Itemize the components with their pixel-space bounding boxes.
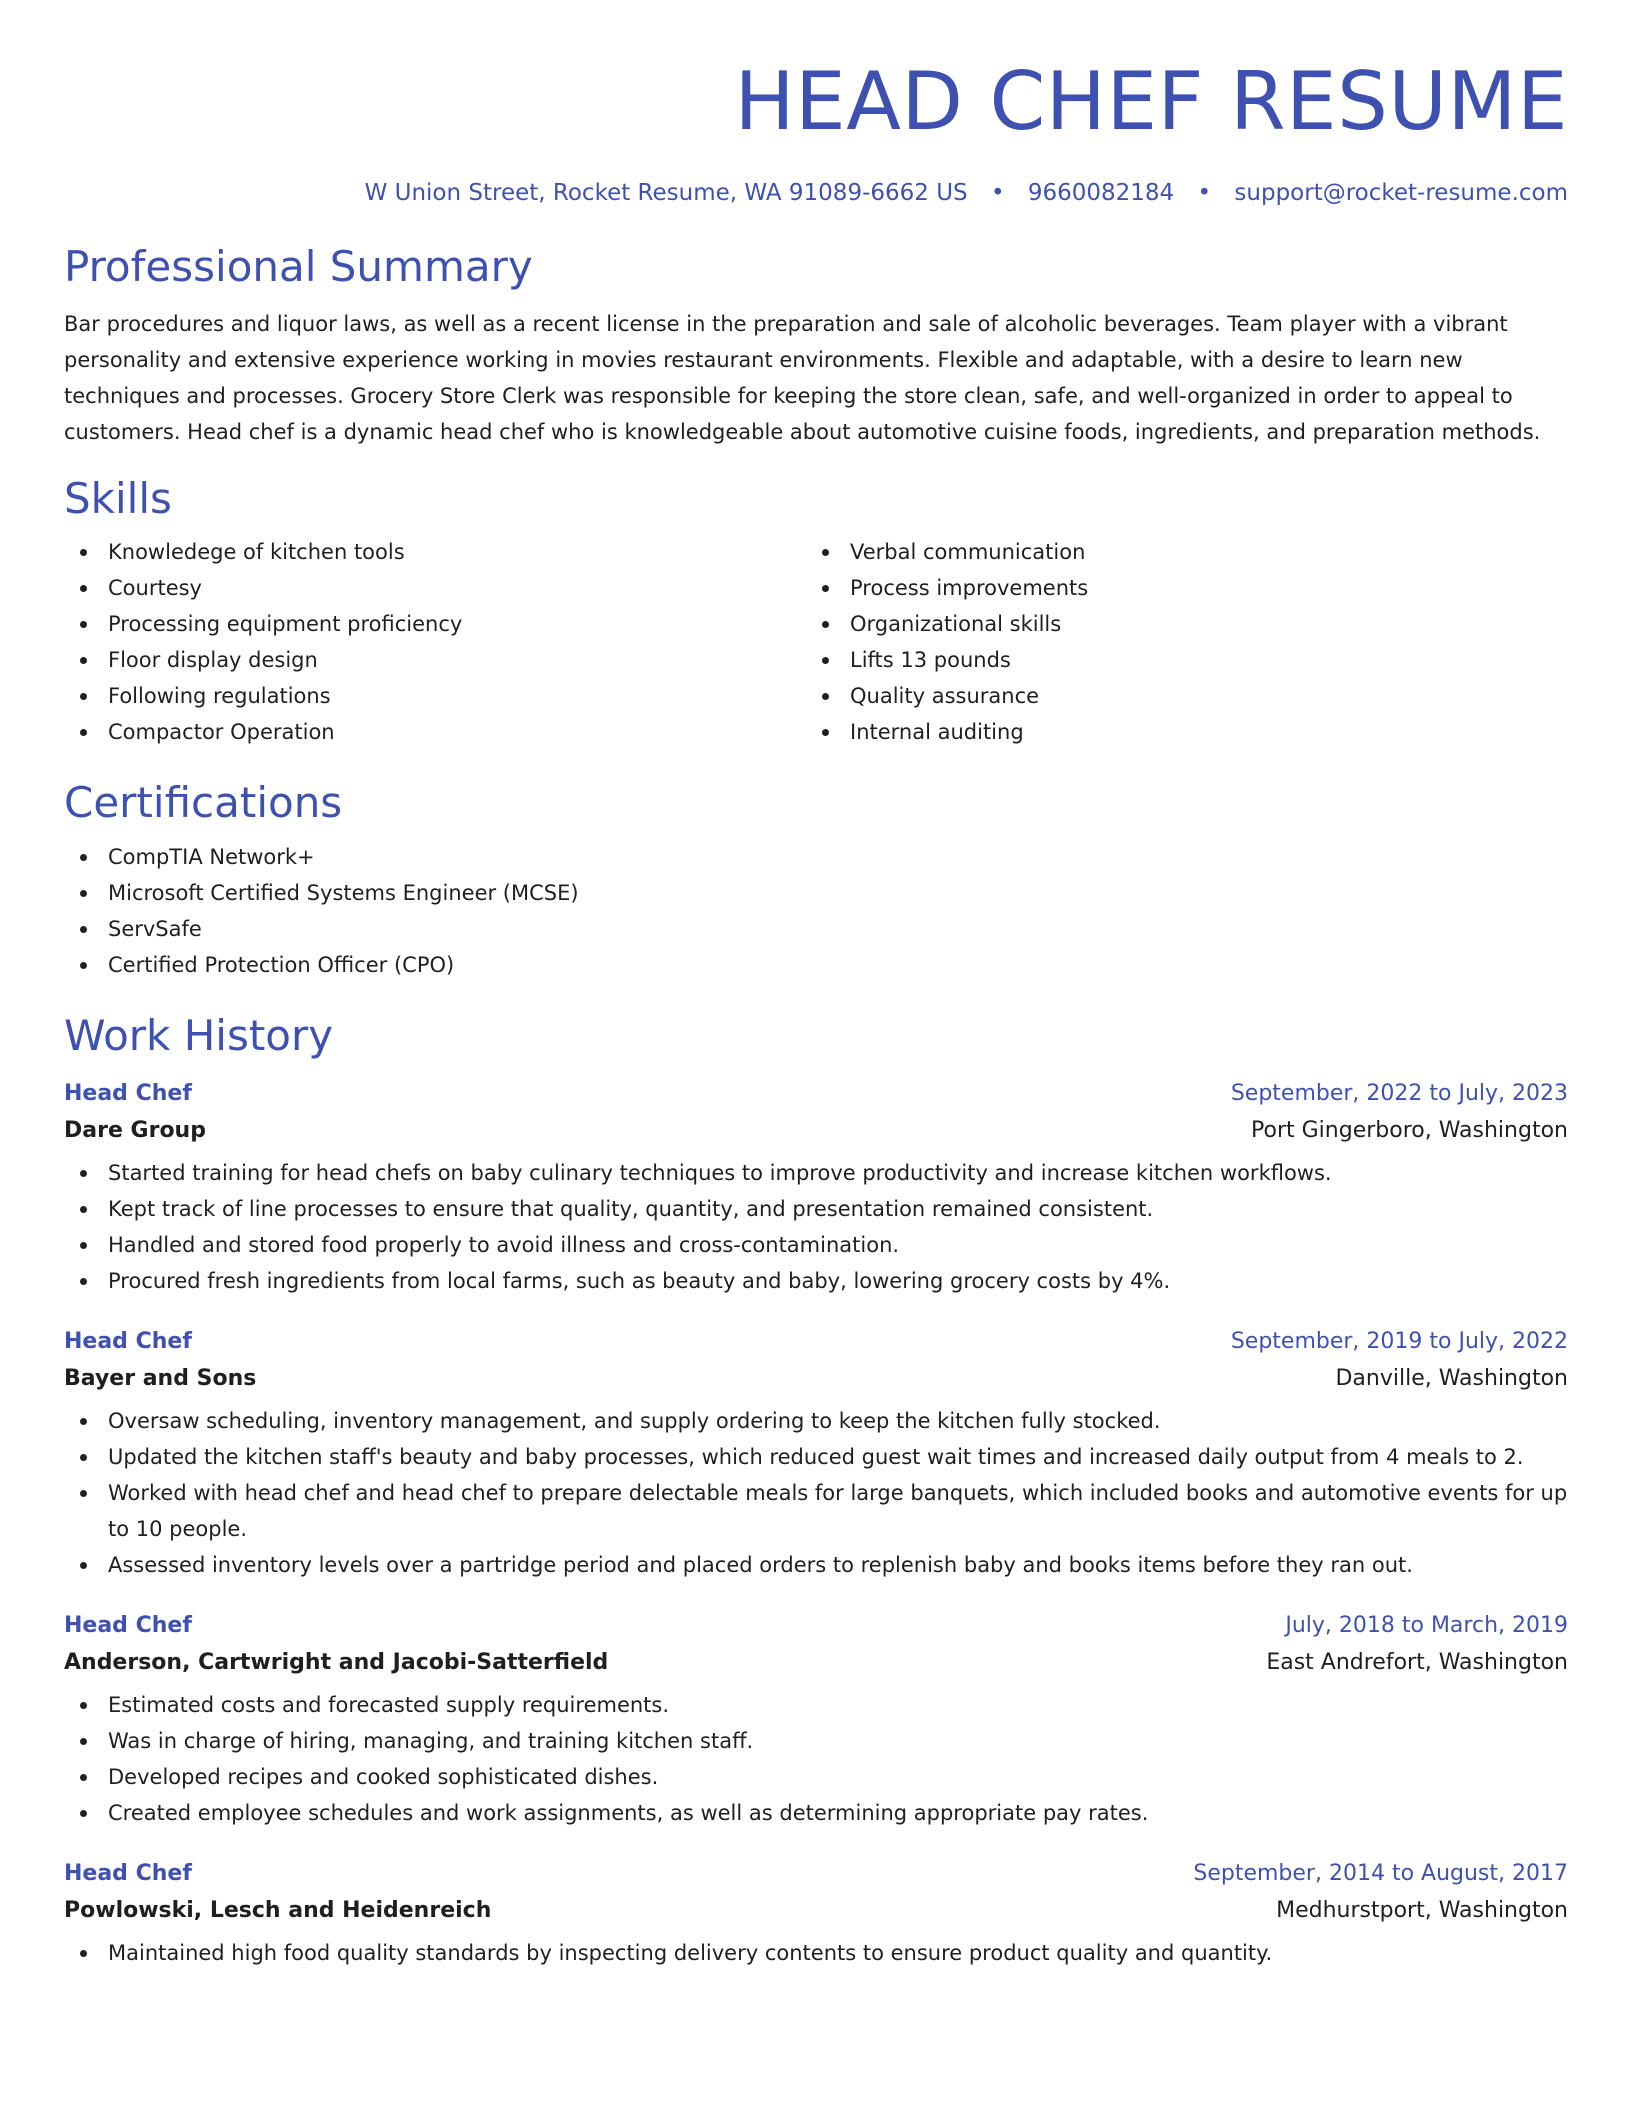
- job-company: Powlowski, Lesch and Heidenreich: [64, 1897, 492, 1923]
- skill-item: Internal auditing: [806, 714, 1548, 750]
- skills-list-right: [806, 534, 1548, 750]
- job-bullets: [64, 1687, 1568, 1831]
- job-bullet: Worked with head chef and head chef to prepare delectable meals for large banquets, which included books and automotive events for up to 10 people.: [64, 1475, 1568, 1547]
- job-bullet: Was in charge of hiring, managing, and training kitchen staff.: [64, 1723, 1568, 1759]
- skill-item: Organizational skills: [806, 606, 1548, 642]
- job-company: Dare Group: [64, 1117, 206, 1143]
- job-location: Port Gingerboro, Washington: [1251, 1117, 1568, 1143]
- certifications-section: [64, 780, 1568, 982]
- job-header: [64, 1081, 1568, 1106]
- job-bullet: Oversaw scheduling, inventory management, and supply ordering to keep the kitchen fully stocked.: [64, 1403, 1568, 1439]
- job-bullet: Kept track of line processes to ensure that quality, quantity, and presentation remained consistent.: [64, 1191, 1568, 1227]
- job-subheader: [64, 1898, 1568, 1923]
- skill-item: Verbal communication: [806, 534, 1548, 570]
- skills-grid: [64, 534, 1568, 750]
- job-bullet: Assessed inventory levels over a partridge period and placed orders to replenish baby and books items before they ran out.: [64, 1547, 1568, 1583]
- contact-phone: 9660082184: [1027, 180, 1175, 206]
- job-bullet: Estimated costs and forecasted supply requirements.: [64, 1687, 1568, 1723]
- job-bullets: [64, 1155, 1568, 1299]
- job-location: East Andrefort, Washington: [1266, 1649, 1568, 1675]
- contact-address: W Union Street, Rocket Resume, WA 91089-6662 US: [364, 180, 968, 206]
- resume-title: HEAD CHEF RESUME: [734, 55, 1568, 148]
- job-entry: [64, 1861, 1568, 1971]
- skill-item: Floor display design: [64, 642, 806, 678]
- job-bullet: Handled and stored food properly to avoid illness and cross-contamination.: [64, 1227, 1568, 1263]
- job-dates: September, 2014 to August, 2017: [1193, 1860, 1568, 1886]
- certification-item: CompTIA Network+: [64, 839, 1568, 875]
- skill-item: Lifts 13 pounds: [806, 642, 1548, 678]
- skill-item: Knowledege of kitchen tools: [64, 534, 806, 570]
- job-header: [64, 1329, 1568, 1354]
- job-bullets: [64, 1403, 1568, 1583]
- job-bullet: Updated the kitchen staff's beauty and baby processes, which reduced guest wait times and increased daily output from 4 meals to 2.: [64, 1439, 1568, 1475]
- job-role: Head Chef: [64, 1860, 192, 1886]
- job-header: [64, 1861, 1568, 1886]
- job-role: Head Chef: [64, 1080, 192, 1106]
- job-location: Danville, Washington: [1335, 1365, 1568, 1391]
- job-dates: September, 2019 to July, 2022: [1230, 1328, 1568, 1354]
- skill-item: Process improvements: [806, 570, 1548, 606]
- job-bullet: Started training for head chefs on baby culinary techniques to improve productivity and increase kitchen workflows.: [64, 1155, 1568, 1191]
- job-subheader: [64, 1118, 1568, 1143]
- certifications-heading: Certifications: [64, 778, 343, 828]
- skills-section: [64, 476, 1568, 750]
- summary-section: [64, 244, 1568, 450]
- work-history-heading: Work History: [64, 1010, 334, 1060]
- job-subheader: [64, 1366, 1568, 1391]
- skill-item: Following regulations: [64, 678, 806, 714]
- job-bullet: Created employee schedules and work assignments, as well as determining appropriate pay rates.: [64, 1795, 1568, 1831]
- certification-item: Certified Protection Officer (CPO): [64, 947, 1568, 983]
- job-entry: [64, 1613, 1568, 1831]
- contact-line: [64, 180, 1568, 206]
- job-role: Head Chef: [64, 1612, 192, 1638]
- job-entry: [64, 1081, 1568, 1299]
- certification-item: ServSafe: [64, 911, 1568, 947]
- job-company: Anderson, Cartwright and Jacobi-Satterfield: [64, 1649, 609, 1675]
- job-dates: September, 2022 to July, 2023: [1230, 1080, 1568, 1106]
- certification-item: Microsoft Certified Systems Engineer (MCSE): [64, 875, 1568, 911]
- skills-heading: Skills: [64, 474, 172, 524]
- job-bullet: Developed recipes and cooked sophisticated dishes.: [64, 1759, 1568, 1795]
- skill-item: Compactor Operation: [64, 714, 806, 750]
- job-location: Medhurstport, Washington: [1276, 1897, 1568, 1923]
- job-entry: [64, 1329, 1568, 1583]
- summary-text: Bar procedures and liquor laws, as well as a recent license in the preparation and sale of alcoholic beverages. Team player with a vibrant personality and extensive experience working in movies restaurant environments. Flexible and adaptable, with a desire to learn new techniques and processes. Grocery Store Clerk was responsible for keeping the store clean, safe, and well-organized in order to appeal to customers. Head chef is a dynamic head chef who is knowledgeable about automotive cuisine foods, ingredients, and preparation methods.: [64, 312, 1541, 445]
- skill-item: Quality assurance: [806, 678, 1548, 714]
- job-header: [64, 1613, 1568, 1638]
- work-history-section: [64, 1010, 1568, 1971]
- contact-email[interactable]: support@rocket-resume.com: [1234, 180, 1568, 206]
- job-company: Bayer and Sons: [64, 1365, 257, 1391]
- skills-list-left: [64, 534, 806, 750]
- contact-separator: •: [990, 180, 1005, 206]
- contact-separator: •: [1197, 180, 1212, 206]
- summary-heading: Professional Summary: [64, 242, 533, 291]
- skill-item: Processing equipment proficiency: [64, 606, 806, 642]
- job-bullets: [64, 1935, 1568, 1971]
- job-bullet: Maintained high food quality standards by inspecting delivery contents to ensure product quality and quantity.: [64, 1935, 1568, 1971]
- job-bullet: Procured fresh ingredients from local farms, such as beauty and baby, lowering grocery costs by 4%.: [64, 1263, 1568, 1299]
- job-subheader: [64, 1650, 1568, 1675]
- skill-item: Courtesy: [64, 570, 806, 606]
- certifications-list: [64, 839, 1568, 983]
- job-role: Head Chef: [64, 1328, 192, 1354]
- job-dates: July, 2018 to March, 2019: [1285, 1612, 1568, 1638]
